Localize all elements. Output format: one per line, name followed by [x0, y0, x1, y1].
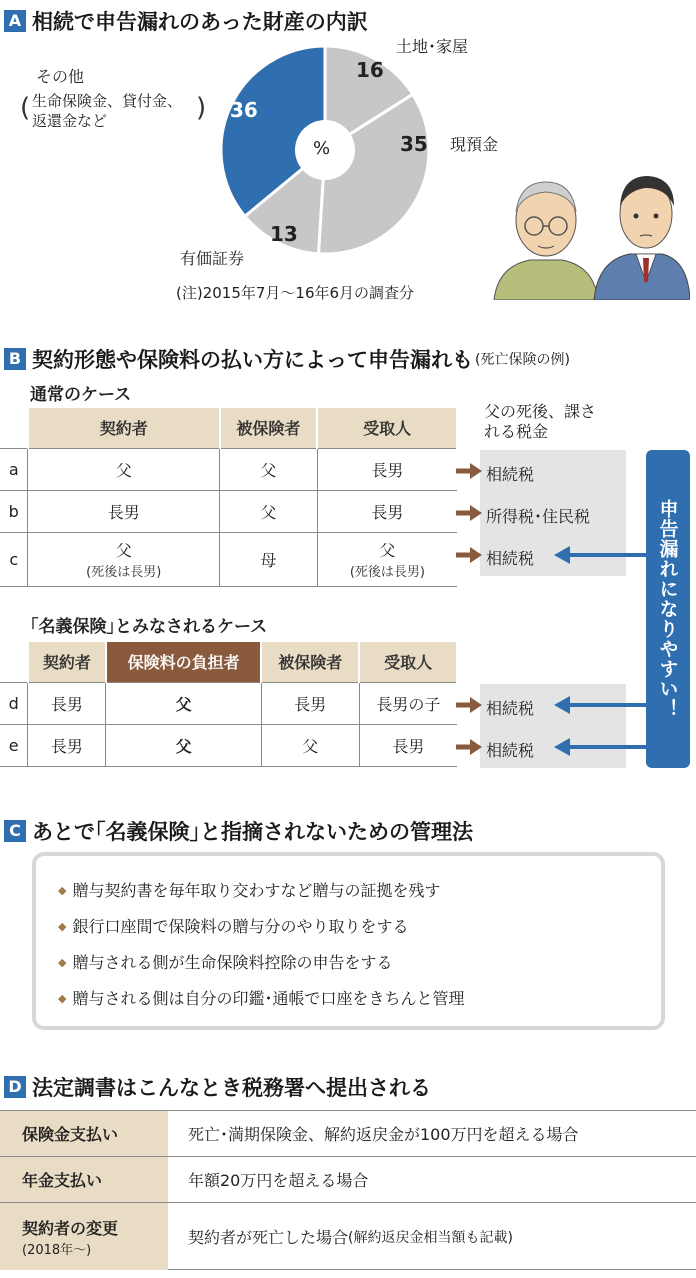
- cell-contractor: 長男: [28, 682, 106, 724]
- row-label: e: [0, 724, 28, 766]
- cell-contractor: 父: [28, 448, 220, 490]
- tax-a: 相続税: [486, 465, 535, 484]
- blue-arrow-c: [554, 546, 646, 564]
- pie-label-other: その他: [36, 67, 85, 86]
- list-item: [58, 986, 464, 1009]
- blue-arrow-e: [554, 738, 646, 756]
- cell-payer: 父: [106, 724, 262, 766]
- cell-insured: 長男: [261, 682, 359, 724]
- section-c-header: [4, 816, 473, 846]
- pie-center-label: %: [313, 138, 331, 159]
- normal-header-contractor: 契約者: [28, 408, 220, 448]
- cell-insured: 父: [220, 448, 318, 490]
- list-item: [58, 950, 392, 973]
- tax-c: 相続税: [486, 549, 535, 568]
- pie-label-land: 土地･家屋: [396, 37, 469, 56]
- nominee-header-insured: 被保険者: [261, 642, 359, 682]
- report-key-text: 契約者の変更: [22, 1218, 119, 1238]
- cell-recipient-note: (死後は長男): [349, 565, 425, 580]
- section-b-title: 契約形態や保険料の払い方によって申告漏れも: [32, 348, 473, 372]
- tax-d: 相続税: [486, 699, 535, 718]
- row-label: a: [0, 448, 28, 490]
- diamond-bullet-icon: ◆: [58, 956, 67, 969]
- tax-b: 所得税･住民税: [486, 507, 591, 526]
- tax-e: 相続税: [486, 741, 535, 760]
- pie-value-cash: 35: [400, 132, 428, 156]
- nominee-header-payer: 保険料の負担者: [106, 642, 262, 682]
- pie-label-securities: 有価証券: [180, 249, 245, 268]
- cell-contractor-note: (死後は長男): [86, 565, 162, 580]
- cell-insured: 母: [220, 532, 318, 586]
- nominee-case-title: ｢名義保険｣とみなされるケース: [30, 617, 268, 637]
- normal-header-recipient: 受取人: [317, 408, 457, 448]
- section-d-title: 法定調書はこんなとき税務署へ提出される: [32, 1076, 431, 1100]
- cell-contractor: 長男: [28, 490, 220, 532]
- cell-recipient-main: 父: [379, 541, 396, 560]
- section-a-note: (注)2015年7月～16年6月の調査分: [176, 284, 415, 302]
- report-value: 死亡･満期保険金、解約返戻金が100万円を超える場合: [188, 1125, 579, 1144]
- section-a-letter: A: [4, 10, 26, 32]
- diamond-bullet-icon: ◆: [58, 992, 67, 1005]
- cell-payer: 父: [106, 682, 262, 724]
- cell-insured: 父: [261, 724, 359, 766]
- normal-case-title: 通常のケース: [30, 385, 132, 405]
- cell-contractor: 長男: [28, 724, 106, 766]
- pie-label-cash: 現預金: [450, 135, 499, 154]
- row-label: b: [0, 490, 28, 532]
- section-b-subtitle: (死亡保険の例): [475, 352, 570, 368]
- row-label: c: [0, 532, 28, 586]
- pie-label-other-detail-1: 生命保険金、貸付金、: [32, 92, 183, 110]
- list-item-text: 贈与される側は自分の印鑑･通帳で口座をきちんと管理: [72, 989, 465, 1008]
- callout-easy-to-miss: 申告漏れになりやすい！: [646, 450, 690, 768]
- row-label: d: [0, 682, 28, 724]
- blue-arrow-d: [554, 696, 646, 714]
- section-b-letter: B: [4, 348, 26, 370]
- cell-recipient: 長男: [317, 448, 457, 490]
- pie-value-land: 16: [356, 58, 384, 82]
- brown-arrow-b: [456, 505, 482, 521]
- report-key-note: (2018年～): [22, 1242, 92, 1258]
- section-d-letter: D: [4, 1076, 26, 1098]
- pie-label-other-detail-2: 返還金など: [32, 112, 108, 130]
- section-c-letter: C: [4, 820, 26, 842]
- nominee-header-recipient: 受取人: [359, 642, 457, 682]
- list-item: [58, 914, 408, 937]
- cell-recipient: 長男の子: [359, 682, 457, 724]
- diamond-bullet-icon: ◆: [58, 884, 67, 897]
- table-row: [0, 1202, 696, 1270]
- report-value: 年額20万円を超える場合: [188, 1171, 369, 1190]
- cell-recipient: 長男: [359, 724, 457, 766]
- report-key: [0, 1157, 168, 1202]
- section-a-title: 相続で申告漏れのあった財産の内訳: [32, 10, 368, 34]
- diamond-bullet-icon: ◆: [58, 920, 67, 933]
- table-row: [0, 1110, 696, 1156]
- report-key: [0, 1203, 168, 1270]
- report-key-text: 保険金支払い: [22, 1125, 119, 1144]
- list-item-text: 贈与される側が生命保険料控除の申告をする: [72, 953, 393, 972]
- tax-header-line-1: 父の死後、課さ: [484, 402, 597, 421]
- cell-recipient: 長男: [317, 490, 457, 532]
- paren-open: (: [20, 93, 31, 123]
- report-value-note: (解約返戻金相当額も記載): [348, 1229, 513, 1246]
- table-row: [0, 1156, 696, 1202]
- list-item-text: 贈与契約書を毎年取り交わすなど贈与の証拠を残す: [72, 881, 441, 900]
- section-c-title: あとで｢名義保険｣と指摘されないための管理法: [32, 820, 473, 844]
- pie-value-securities: 13: [270, 222, 298, 246]
- report-key-text: 年金支払い: [22, 1171, 103, 1190]
- nominee-header-contractor: 契約者: [28, 642, 106, 682]
- report-value-text: 契約者が死亡した場合: [188, 1228, 349, 1247]
- report-value: [188, 1203, 513, 1270]
- paren-close: ): [196, 93, 207, 123]
- report-key: [0, 1111, 168, 1156]
- normal-header-insured: 被保険者: [220, 408, 318, 448]
- brown-arrow-c: [456, 547, 482, 563]
- brown-arrow-e: [456, 739, 482, 755]
- cell-contractor-main: 父: [115, 541, 132, 560]
- brown-arrow-a: [456, 463, 482, 479]
- list-item-text: 銀行口座間で保険料の贈与分のやり取りをする: [72, 917, 409, 936]
- cell-insured: 父: [220, 490, 318, 532]
- brown-arrow-d: [456, 697, 482, 713]
- tax-header-line-2: れる税金: [484, 422, 549, 441]
- list-item: [58, 878, 440, 901]
- pie-value-other: 36: [230, 98, 258, 122]
- section-d-header: [4, 1072, 431, 1102]
